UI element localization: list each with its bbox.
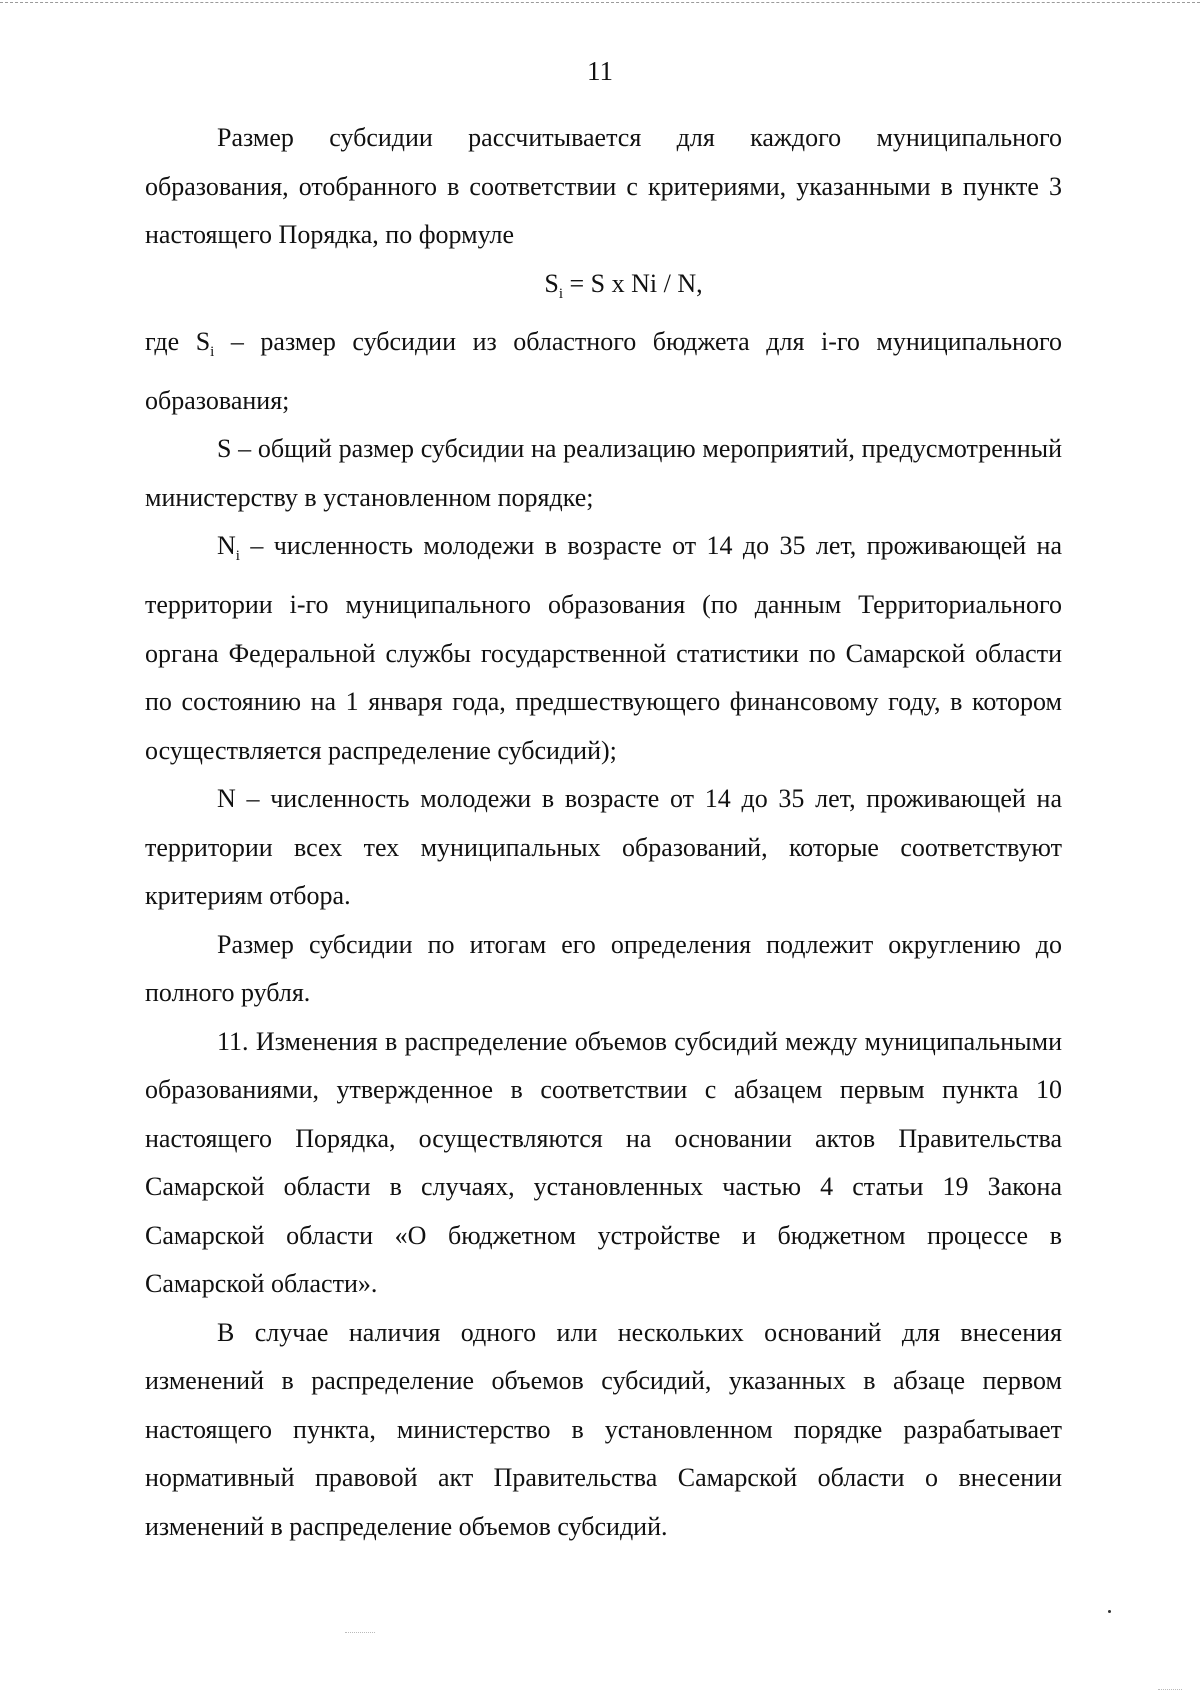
ni-lead: N [217,531,236,561]
si-subscript: i [210,344,215,361]
scan-noise-corner [1158,1681,1182,1690]
formula-rhs: = S x Ni / N, [563,268,703,298]
paragraph-subsidy-calculation: Размер субсидии рассчитывается для каждого муниципального образования, отобранного в соответствии с критериями, указанными в пункте 3 настоящего Порядка, по формуле [145,123,1062,249]
page-number: 11 [587,56,613,86]
ni-definition-text: – численность молодежи в возрасте от 14 до 35 лет, проживающей на территории i-го муниципального образования (по данным Территориального органа Федеральной службы государственной статистики по Самарской области по состоянию на 1 января года, предшествующего финансовому году, в котором осуществляется распределение субсидий); [145,531,1062,765]
ni-subscript: i [235,548,240,565]
subsidy-formula [145,260,1062,319]
paragraph-n-definition: N – численность молодежи в возрасте от 14 до 35 лет, проживающей на территории всех тех муниципальных образований, которые соответствуют критериям отбора. [145,784,1062,911]
scan-speck [1108,1610,1111,1613]
scan-top-edge [0,2,1200,3]
si-definition-text: – размер субсидии из областного бюджета для i-го муниципального образования; [145,327,1062,415]
document-body [145,114,1062,1551]
formula-lhs-subscript: i [558,285,563,302]
formula-lhs-base: S [544,268,559,298]
si-lead: где S [145,327,211,357]
paragraph-si-definition [145,318,1062,425]
paragraph-ni-definition [145,522,1062,775]
scan-noise [345,1632,375,1639]
paragraph-rounding: Размер субсидии по итогам его определения подлежит округлению до полного рубля. [145,929,1062,1008]
paragraph-item-11: 11. Изменения в распределение объемов субсидий между муниципальными образованиями, утвержденное в соответствии с абзацем первым пункта 10 настоящего Порядка, осуществляются на основании актов Правительства Самарской области в случаях, установленных частью 4 статьи 19 Закона Самарской области «О бюджетном устройстве и бюджетном процессе в Самарской области». [145,1026,1062,1299]
paragraph-amendment-procedure: В случае наличия одного или нескольких оснований для внесения изменений в распределение объемов субсидий, указанных в абзаце первом настоящего пункта, министерство в установленном порядке разрабатывает нормативный правовой акт Правительства Самарской области о внесении изменений в распределение объемов субсидий. [145,1317,1062,1541]
paragraph-s-definition: S – общий размер субсидии на реализацию мероприятий, предусмотренный министерству в установленном порядке; [145,434,1062,512]
